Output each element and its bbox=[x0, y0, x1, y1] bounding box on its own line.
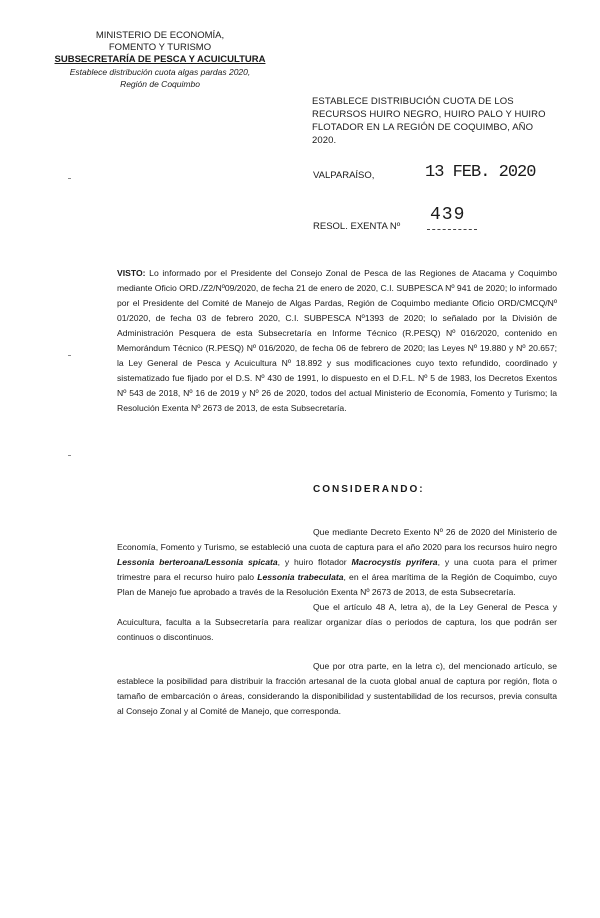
scan-mark bbox=[68, 455, 71, 456]
considerando-paragraph-3: Que por otra parte, en la letra c), del mencionado artículo, se establece la posibilidad para distribuir la fracción artesanal de la cuota global anual de captura por región, flota o tamaño de embarcación o áreas, considerando la disponibilidad y sustentabilidad de los recursos, previa consulta al Consejo Zonal y al Comité de Manejo, que corresponda. bbox=[117, 661, 557, 716]
considerando-heading: CONSIDERANDO: bbox=[313, 484, 425, 495]
visto-paragraph bbox=[117, 266, 557, 416]
visto-label: VISTO: bbox=[117, 268, 146, 278]
date-stamp: 13 FEB. 2020 bbox=[425, 163, 536, 182]
subsecretaria-line: SUBSECRETARÍA DE PESCA Y ACUICULTURA bbox=[54, 54, 266, 65]
ministry-line-2: FOMENTO Y TURISMO bbox=[108, 42, 212, 53]
issuer-header bbox=[50, 30, 270, 90]
scan-mark bbox=[68, 355, 71, 356]
visto-text: Lo informado por el Presidente del Consejo Zonal de Pesca de las Regiones de Atacama y Coquimbo mediante Oficio ORD./Z2/Nº09/2020, de fecha 21 de enero de 2020, C.I. SUBPESCA Nº 941 de 2020; lo informado por el Presidente del Comité de Manejo de Algas Pardas, Región de Coquimbo mediante Oficio ORD/CMCQ/Nº 01/2020, de fecha 03 de febrero 2020, C.I. SUBPESCA Nº1393 de 2020; lo señalado por la División de Administración Pesquera de esta Subsecretaría en Informe Técnico (R.PESQ) Nº 016/2020, contenido en Memorándum Técnico (R.PESQ) Nº 016/2020, de fecha 06 de febrero de 2020; las Leyes Nº 19.880 y Nº 20.657; la Ley General de Pesca y Acuicultura Nº 18.892 y sus modificaciones cuyo texto refundido, coordinado y sistematizado fue fijado por el D.S. Nº 430 de 1991, lo dispuesto en el D.F.L. Nº 5 de 1983, los Decretos Exentos Nº 543 de 2018, Nº 16 de 2019 y Nº 26 de 2020, todos del actual Ministerio de Economía, Fomento y Turismo; la Resolución Exenta Nº 2673 de 2013, de esta Subsecretaría. bbox=[117, 268, 557, 413]
p1-text-d: , en el área marítima de la Región de Coquimbo, cuyo Plan de Manejo fue aprobado a través de la Resolución Exenta Nº 2673 de 2013, de esta Subsecretaría. bbox=[117, 572, 558, 597]
considerando-paragraph-1 bbox=[117, 525, 557, 600]
species-name-huiro-negro: Lessonia berteroana/Lessonia spicata bbox=[117, 557, 278, 567]
subject-line: Establece distribución cuota algas pardas 2020, bbox=[69, 67, 251, 77]
ministry-line: MINISTERIO DE ECONOMÍA, bbox=[95, 30, 225, 41]
number-underline bbox=[427, 229, 477, 230]
scan-mark bbox=[68, 178, 71, 179]
considerando-paragraph-2: Que el artículo 48 A, letra a), de la Ley General de Pesca y Acuicultura, faculta a la Subsecretaría para realizar organizar días o periodos de captura, los que podrán ser continuos o discontinuos. bbox=[117, 602, 557, 642]
species-name-huiro-flotador: Macrocystis pyrifera bbox=[351, 557, 438, 567]
p1-text-b: , y huiro flotador bbox=[277, 557, 352, 567]
species-name-huiro-palo: Lessonia trabeculata bbox=[257, 572, 344, 582]
resolution-number: 439 bbox=[430, 205, 466, 225]
resolution-title: ESTABLECE DISTRIBUCIÓN CUOTA DE LOS RECURSOS HUIRO NEGRO, HUIRO PALO Y HUIRO FLOTADOR EN LA REGIÓN DE COQUIMBO, AÑO 2020. bbox=[312, 96, 546, 146]
p1-text-a: Que mediante Decreto Exento Nº 26 de 2020 del Ministerio de Economía, Fomento y Turismo, se estableció una cuota de captura para el año 2020 para los recursos huiro negro bbox=[117, 527, 557, 552]
resolution-label: RESOL. EXENTA Nº bbox=[313, 221, 401, 232]
p1-text-c: , y una cuota para el primer trimestre para el recurso huiro palo bbox=[117, 557, 557, 582]
place-label: VALPARAÍSO, bbox=[313, 170, 375, 181]
region-line: Región de Coquimbo bbox=[120, 79, 200, 89]
